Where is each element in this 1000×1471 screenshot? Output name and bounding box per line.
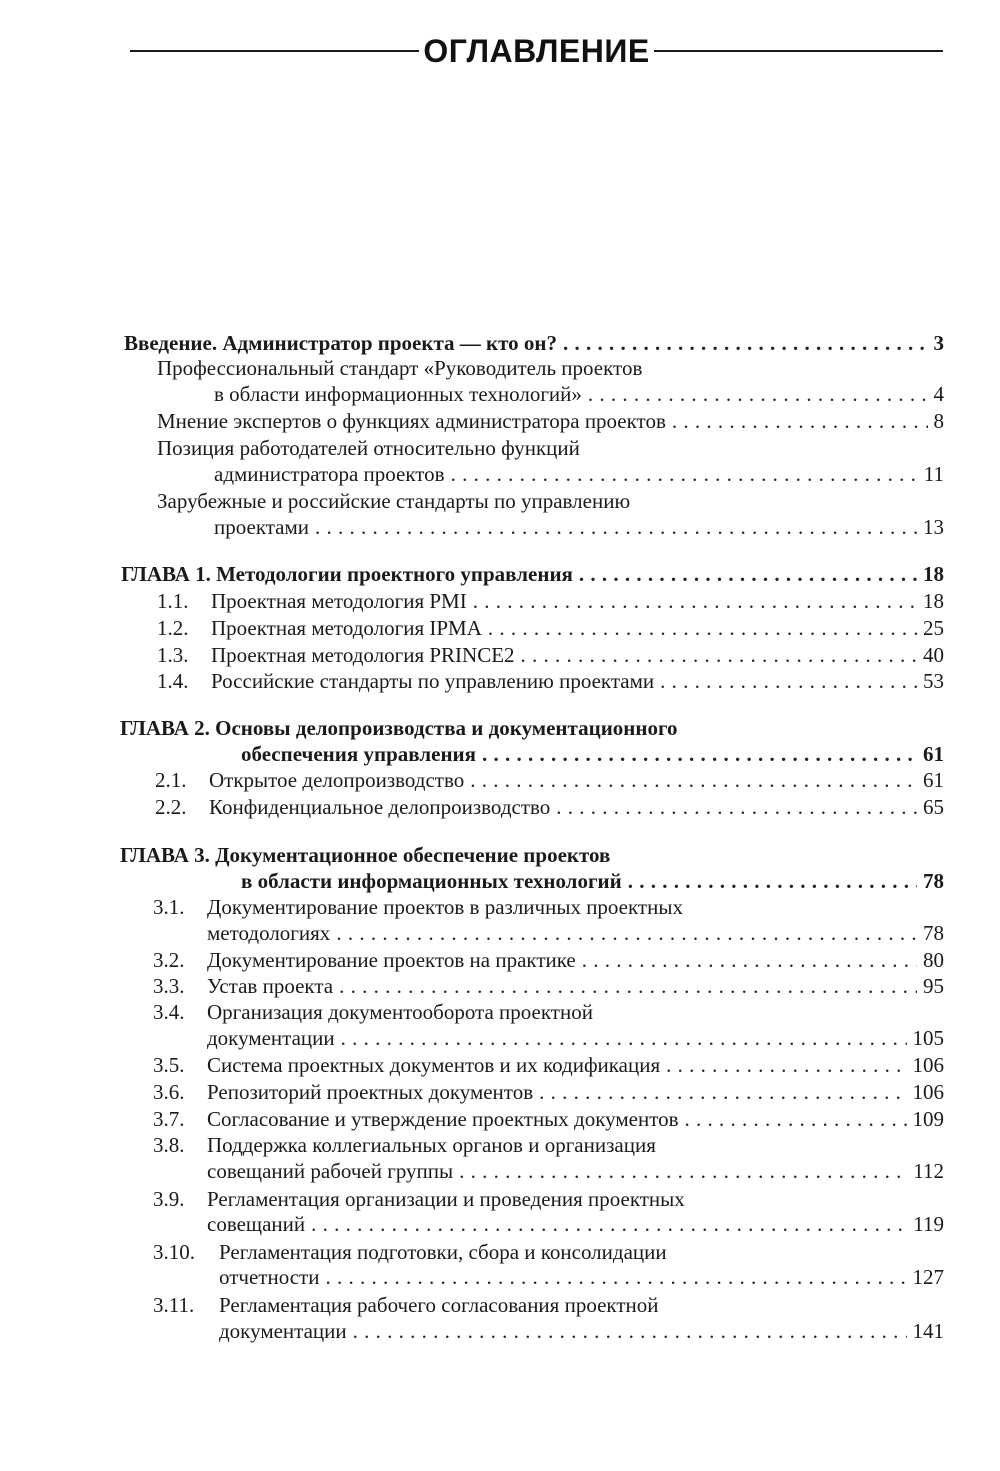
toc-section-continued[interactable] [207, 1211, 944, 1237]
leader-dots [482, 741, 917, 767]
toc-section[interactable] [153, 1052, 944, 1078]
section-number: 3.10. [153, 1240, 195, 1264]
toc-chapter-2[interactable] [120, 715, 944, 741]
leader-dots [473, 588, 917, 614]
section-title: Российские стандарты по управлению проектами [211, 669, 655, 693]
section-title: совещаний [207, 1212, 306, 1236]
section-number: 2.2. [155, 795, 187, 819]
section-title: Поддержка коллегиальных органов и организация [207, 1133, 656, 1157]
leader-dots [521, 642, 917, 668]
toc-section[interactable] [153, 894, 944, 920]
leader-dots [311, 1211, 907, 1237]
toc-chapter-title: обеспечения управления [241, 742, 476, 766]
section-number: 1.2. [157, 616, 189, 640]
section-title: Организация документооборота проектной [207, 1000, 593, 1024]
leader-dots [579, 561, 917, 587]
toc-chapter-3[interactable] [120, 842, 944, 868]
toc-page-number: 141 [912, 1319, 944, 1343]
section-title: методологиях [207, 921, 331, 945]
toc-entry[interactable] [157, 408, 944, 434]
leader-dots [315, 514, 917, 540]
toc-chapter-3-continued[interactable] [241, 868, 944, 894]
section-title: Регламентация подготовки, сбора и консолидации [219, 1240, 667, 1264]
toc-page-number: 105 [912, 1026, 944, 1050]
section-number: 3.4. [153, 1000, 185, 1024]
toc-entry[interactable] [157, 355, 944, 381]
section-title: Документирование проектов в различных проектных [207, 895, 683, 919]
toc-page-number: 106 [912, 1080, 944, 1104]
section-number: 1.4. [157, 669, 189, 693]
section-number: 3.9. [153, 1187, 185, 1211]
toc-section[interactable] [153, 1132, 944, 1158]
leader-dots [459, 1158, 907, 1184]
leader-dots [685, 1106, 907, 1132]
leader-dots [488, 615, 917, 641]
toc-entry-continued[interactable] [214, 461, 944, 487]
section-title: Открытое делопроизводство [209, 768, 465, 792]
section-number: 3.8. [153, 1133, 185, 1157]
toc-section-continued[interactable] [207, 1025, 944, 1051]
toc-page-number: 13 [923, 515, 944, 539]
toc-section[interactable] [157, 668, 944, 694]
section-title: документации [219, 1319, 347, 1343]
toc-section-continued[interactable] [207, 920, 944, 946]
toc-page-number: 78 [923, 921, 944, 945]
section-title: Устав проекта [207, 974, 334, 998]
section-number: 3.5. [153, 1053, 185, 1077]
toc-section[interactable] [153, 973, 944, 999]
leader-dots [470, 767, 917, 793]
section-number: 3.11. [153, 1293, 195, 1317]
toc-page-number: 53 [923, 669, 944, 693]
header-rule-right [654, 50, 943, 52]
toc-page-number: 25 [923, 616, 944, 640]
toc-section-continued[interactable] [219, 1264, 944, 1290]
toc-entry-text: Позиция работодателей относительно функций [157, 436, 580, 460]
toc-chapter-title: ГЛАВА 2. Основы делопроизводства и документационного [120, 716, 678, 740]
toc-page-number: 18 [923, 562, 944, 586]
section-number: 1.1. [157, 589, 189, 613]
section-number: 3.7. [153, 1107, 185, 1131]
toc-section[interactable] [153, 947, 944, 973]
toc-entry-title: Введение. Администратор проекта — кто он? [124, 331, 558, 355]
toc-chapter-title: ГЛАВА 1. Методологии проектного управления [121, 562, 573, 586]
toc-section[interactable] [153, 1292, 944, 1318]
section-number: 3.1. [153, 895, 185, 919]
leader-dots [556, 794, 917, 820]
toc-section[interactable] [157, 588, 944, 614]
toc-page-number: 8 [933, 409, 944, 433]
leader-dots [353, 1318, 907, 1344]
leader-dots [666, 1052, 906, 1078]
toc-intro[interactable] [124, 330, 944, 356]
section-title: Документирование проектов на практике [207, 948, 576, 972]
toc-chapter-2-continued[interactable] [241, 741, 944, 767]
toc-section[interactable] [153, 999, 944, 1025]
toc-entry-continued[interactable] [214, 514, 944, 540]
leader-dots [582, 947, 917, 973]
section-title: Конфиденциальное делопроизводство [209, 795, 551, 819]
toc-section[interactable] [157, 642, 944, 668]
leader-dots [341, 1025, 907, 1051]
toc-page-number: 4 [933, 382, 944, 406]
toc-section-continued[interactable] [219, 1318, 944, 1344]
toc-section[interactable] [153, 1186, 944, 1212]
toc-section[interactable] [157, 615, 944, 641]
toc-page-number: 95 [923, 974, 944, 998]
section-title: Репозиторий проектных документов [207, 1080, 534, 1104]
toc-entry-text: администратора проектов [214, 462, 445, 486]
toc-chapter-title: ГЛАВА 3. Документационное обеспечение проектов [120, 843, 611, 867]
section-title: совещаний рабочей группы [207, 1159, 454, 1183]
toc-entry-text: Зарубежные и российские стандарты по управлению [157, 489, 631, 513]
toc-page-number: 106 [912, 1053, 944, 1077]
page-title: ОГЛАВЛЕНИЕ [423, 32, 650, 69]
toc-page-number: 80 [923, 948, 944, 972]
toc-page-number: 127 [912, 1265, 944, 1289]
leader-dots [339, 973, 917, 999]
leader-dots [451, 461, 918, 487]
section-title: отчетности [219, 1265, 320, 1289]
leader-dots [660, 668, 917, 694]
toc-section[interactable] [153, 1106, 944, 1132]
toc-page-number: 61 [923, 768, 944, 792]
leader-dots [563, 330, 927, 356]
section-number: 3.3. [153, 974, 185, 998]
leader-dots [672, 408, 928, 434]
toc-page-number: 78 [923, 869, 944, 893]
section-title: Система проектных документов и их кодификация [207, 1053, 661, 1077]
leader-dots [325, 1264, 906, 1290]
section-title: Проектная методология PRINCE2 [211, 643, 515, 667]
toc-entry-text: Профессиональный стандарт «Руководитель проектов [157, 356, 643, 380]
toc-entry[interactable] [157, 435, 944, 461]
leader-dots [628, 868, 917, 894]
header-rule-left [130, 50, 419, 52]
leader-dots [539, 1079, 906, 1105]
toc-page-number: 18 [923, 589, 944, 613]
toc-page-number: 40 [923, 643, 944, 667]
toc-section-continued[interactable] [207, 1158, 944, 1184]
toc-page-number: 3 [933, 331, 944, 355]
toc-page-number: 65 [923, 795, 944, 819]
page-header [130, 28, 943, 74]
toc-page-number: 112 [913, 1159, 944, 1183]
toc-entry[interactable] [157, 488, 944, 514]
section-title: документации [207, 1026, 335, 1050]
section-number: 3.6. [153, 1080, 185, 1104]
toc-entry-continued[interactable] [214, 381, 944, 407]
toc-section[interactable] [153, 1079, 944, 1105]
toc-section[interactable] [153, 1239, 944, 1265]
section-title: Регламентация рабочего согласования проектной [219, 1293, 659, 1317]
toc-page-number: 61 [923, 742, 944, 766]
section-number: 1.3. [157, 643, 189, 667]
toc-chapter-1[interactable] [121, 561, 944, 587]
toc-chapter-title: в области информационных технологий [241, 869, 622, 893]
toc-section[interactable] [155, 767, 944, 793]
toc-entry-text: в области информационных технологий» [214, 382, 582, 406]
leader-dots [588, 381, 928, 407]
toc-page-number: 109 [912, 1107, 944, 1131]
toc-entry-text: проектами [214, 515, 310, 539]
section-title: Проектная методология IPMA [211, 616, 482, 640]
section-title: Согласование и утверждение проектных документов [207, 1107, 679, 1131]
section-number: 2.1. [155, 768, 187, 792]
section-number: 3.2. [153, 948, 185, 972]
toc-entry-text: Мнение экспертов о функциях администратора проектов [157, 409, 666, 433]
section-title: Регламентация организации и проведения проектных [207, 1187, 685, 1211]
section-title: Проектная методология PMI [211, 589, 467, 613]
leader-dots [336, 920, 917, 946]
toc-section[interactable] [155, 794, 944, 820]
toc-page-number: 11 [923, 462, 944, 486]
toc-page-number: 119 [913, 1212, 944, 1236]
